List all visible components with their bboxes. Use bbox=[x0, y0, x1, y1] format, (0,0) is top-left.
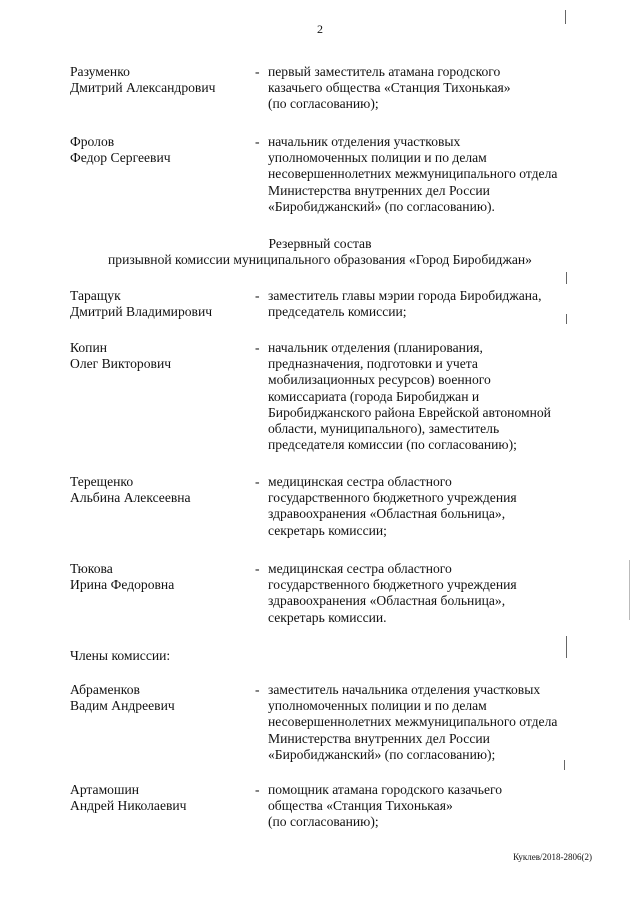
members-label: Члены комиссии: bbox=[70, 648, 171, 663]
dash: - bbox=[255, 340, 260, 355]
scan-artifact bbox=[566, 314, 567, 324]
scan-artifact bbox=[566, 272, 567, 284]
dash: - bbox=[255, 782, 260, 797]
member-name: Таращук Дмитрий Владимирович bbox=[70, 288, 213, 320]
document-code: Куклев/2018-2806(2) bbox=[513, 852, 592, 862]
member-name: Терещенко Альбина Алексеевна bbox=[70, 474, 191, 506]
member-name: Копин Олег Викторович bbox=[70, 340, 172, 372]
member-name: Артамошин Андрей Николаевич bbox=[70, 782, 187, 814]
dash: - bbox=[255, 682, 260, 697]
dash: - bbox=[255, 134, 260, 149]
reserve-heading: Резервный состав призывной комиссии муниципального образования «Город Биробиджан» bbox=[108, 236, 532, 268]
member-role: заместитель начальника отделения участковых уполномоченных полиции и по делам несовершеннолетних межмуниципального отдела Министерства внутренних дел России «Биробиджанский» (по согласованию); bbox=[268, 682, 558, 762]
member-name: Абраменков Вадим Андреевич bbox=[70, 682, 175, 714]
member-role: первый заместитель атамана городского казачьего общества «Станция Тихонькая» (по согласованию); bbox=[268, 64, 511, 112]
member-role: заместитель главы мэрии города Биробиджана, председатель комиссии; bbox=[268, 288, 542, 320]
member-role: начальник отделения (планирования, предназначения, подготовки и учета мобилизационных ресурсов) военного комиссариата (города Биробиджан и Биробиджанского района Еврейской автономной области, муниципального), заместитель председателя комиссии (по согласованию); bbox=[268, 340, 551, 453]
dash: - bbox=[255, 474, 260, 489]
member-role: медицинская сестра областного государственного бюджетного учреждения здравоохранения «Областная больница», секретарь комиссии. bbox=[268, 561, 517, 625]
dash: - bbox=[255, 64, 260, 79]
scan-artifact bbox=[564, 760, 565, 770]
scan-artifact bbox=[629, 560, 630, 620]
member-role: медицинская сестра областного государственного бюджетного учреждения здравоохранения «Областная больница», секретарь комиссии; bbox=[268, 474, 517, 538]
member-name: Фролов Федор Сергеевич bbox=[70, 134, 171, 166]
member-name: Разуменко Дмитрий Александрович bbox=[70, 64, 216, 96]
member-name: Тюкова Ирина Федоровна bbox=[70, 561, 175, 593]
dash: - bbox=[255, 561, 260, 576]
scan-artifact bbox=[565, 10, 566, 24]
member-role: помощник атамана городского казачьего общества «Станция Тихонькая» (по согласованию); bbox=[268, 782, 503, 830]
page-number: 2 bbox=[317, 22, 323, 36]
member-role: начальник отделения участковых уполномоченных полиции и по делам несовершеннолетних межмуниципального отдела Министерства внутренних дел России «Биробиджанский» (по согласованию). bbox=[268, 134, 558, 214]
scan-artifact bbox=[566, 636, 567, 658]
dash: - bbox=[255, 288, 260, 303]
